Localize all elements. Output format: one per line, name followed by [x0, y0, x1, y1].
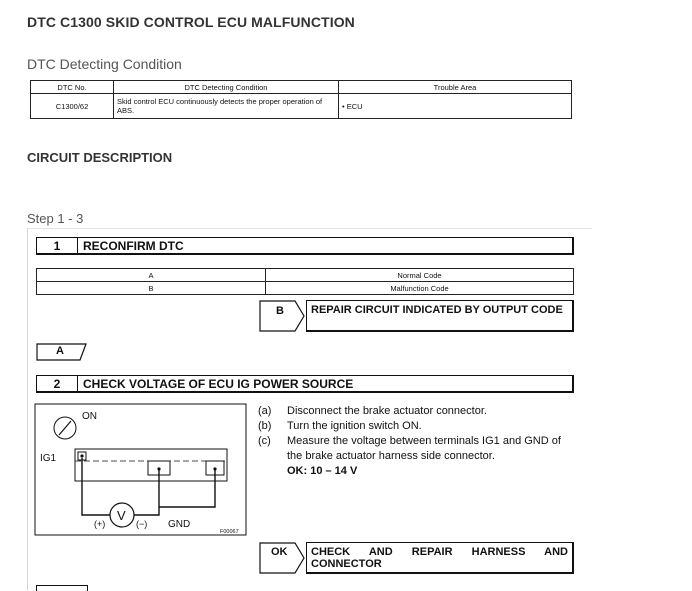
diagram-gnd-label: GND	[168, 519, 191, 530]
step1-branch-b-action: REPAIR CIRCUIT INDICATED BY OUTPUT CODE	[306, 300, 574, 332]
diagram-ig1-label: IG1	[40, 453, 57, 464]
step1-result-b: B	[37, 282, 266, 295]
step2-instructions	[258, 404, 577, 479]
step1-branch-a-label: A	[56, 345, 64, 357]
diagram-figure-code: F00067	[220, 529, 239, 535]
step1-title: RECONFIRM DTC	[83, 239, 184, 253]
voltmeter-label: V	[117, 508, 126, 523]
section-heading-circuit: CIRCUIT DESCRIPTION	[27, 150, 173, 165]
step2-diagram	[34, 403, 248, 537]
diagram-plus-label: (+)	[94, 519, 106, 529]
list-item	[258, 434, 577, 464]
dtc-cell-condition: Skid control ECU continuously detects the proper operation of ABS.	[114, 94, 339, 119]
instruction-c-label: (c)	[258, 435, 271, 447]
list-item	[258, 404, 577, 419]
dtc-header-no: DTC No.	[31, 81, 114, 94]
dtc-table	[30, 80, 572, 119]
step1-result-table	[36, 268, 574, 295]
page-title: DTC C1300 SKID CONTROL ECU MALFUNCTION	[27, 14, 355, 30]
step1-header	[36, 237, 574, 255]
section-heading-steps: Step 1 - 3	[27, 211, 84, 226]
dtc-header-condition: DTC Detecting Condition	[114, 81, 339, 94]
spec-value: OK: 10 – 14 V	[287, 465, 358, 477]
instruction-a-label: (a)	[258, 405, 272, 417]
diagram-on-label: ON	[82, 411, 97, 422]
section-heading-detecting-condition: DTC Detecting Condition	[27, 56, 182, 72]
instruction-b-label: (b)	[258, 420, 272, 432]
instruction-a-text: Disconnect the brake actuator connector.	[287, 405, 487, 417]
dtc-cell-area: • ECU	[339, 94, 572, 119]
step2-header	[36, 375, 574, 393]
next-step-tag-partial	[36, 585, 88, 591]
step1-result-a: A	[37, 269, 266, 282]
list-item	[258, 419, 577, 434]
step2-title: CHECK VOLTAGE OF ECU IG POWER SOURCE	[83, 377, 354, 391]
step1-branch-b-label: B	[276, 305, 284, 317]
step2-branch-ok-label: OK	[271, 546, 288, 558]
table-row	[37, 269, 574, 282]
step1-code-a: Normal Code	[266, 269, 574, 282]
table-row	[37, 282, 574, 295]
dtc-header-area: Trouble Area	[339, 81, 572, 94]
step2-number: 2	[37, 376, 78, 391]
instruction-c-text: Measure the voltage between terminals IG1 and GND of the brake actuator harness side connector.	[287, 435, 561, 462]
step2-branch-ok-action: CHECK AND REPAIR HARNESS AND CONNECTOR	[306, 542, 574, 574]
dtc-cell-no: C1300/62	[31, 94, 114, 119]
step1-code-b: Malfunction Code	[266, 282, 574, 295]
diagram-minus-label: (−)	[136, 519, 148, 529]
instruction-b-text: Turn the ignition switch ON.	[287, 420, 422, 432]
step1-number: 1	[37, 238, 78, 253]
connector-icon	[75, 449, 227, 481]
